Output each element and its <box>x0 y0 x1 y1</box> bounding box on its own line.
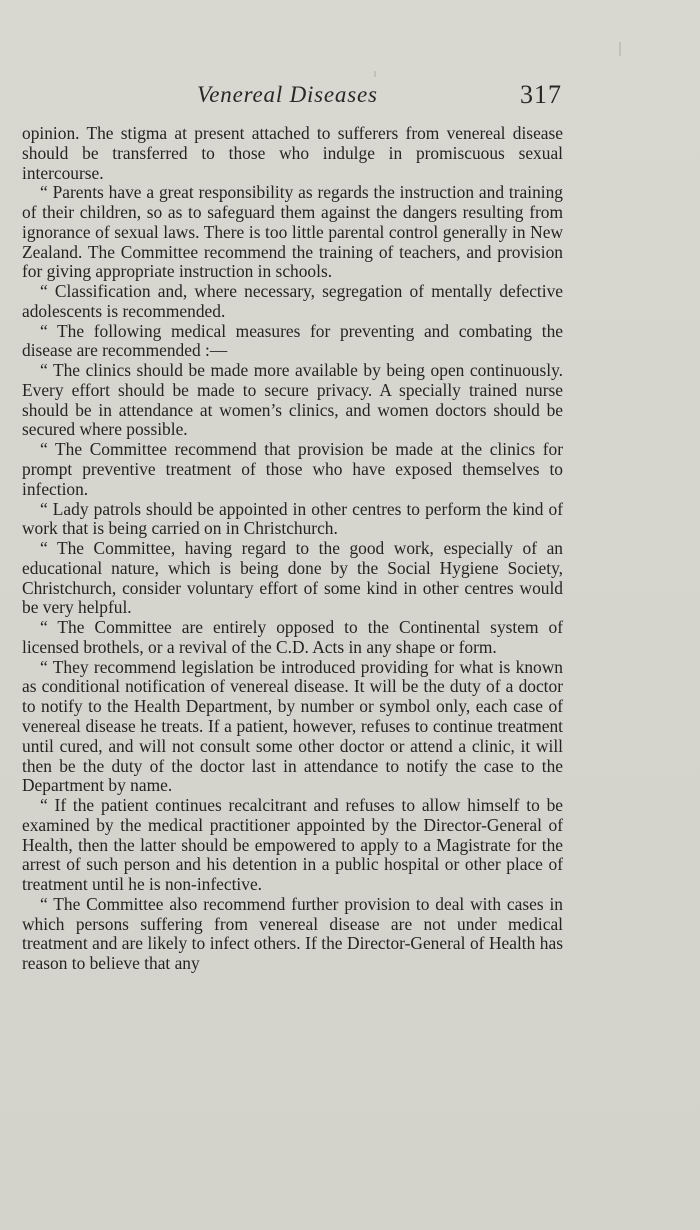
paragraph: “ If the patient continues recalcitrant and refuses to allow himself to be examined by the medical practitioner appointed by the Director-General of Health, then the latter should be empowered to apply to a Magistrate for the arrest of such person and his detention in a public hospital or other place of treatment until he is non-infective. <box>22 795 563 895</box>
paragraph: “ Classification and, where necessary, segregation of mentally defective adolescents is recommended. <box>22 281 563 321</box>
page-header <box>22 82 562 122</box>
paragraph: “ Lady patrols should be appointed in other centres to perform the kind of work that is being carried on in Christchurch. <box>22 498 563 539</box>
paragraph: “ The clinics should be made more available by being open continuously. Every effort should be made to secure privacy. A specially trained nurse should be in attendance at women’s clinics, and women doctors should be secured where possible. <box>22 360 563 440</box>
paragraph: opinion. The stigma at present attached to sufferers from venereal disease should be transferred to those who indulge in promiscuous sexual intercourse. <box>22 123 563 183</box>
paragraph: “ The Committee are entirely opposed to the Continental system of licensed brothels, or a revival of the C.D. Acts in any shape or form. <box>22 617 563 657</box>
paragraph: “ The Committee also recommend further provision to deal with cases in which persons suffering from venereal disease are not under medical treatment and are likely to infect others. If the Director-General of Health has reason to believe that any <box>22 893 563 974</box>
paper-speck <box>619 42 621 56</box>
page-number: 317 <box>520 80 562 109</box>
running-title: Venereal Diseases <box>197 82 378 107</box>
paragraph: “ The Committee recommend that provision be made at the clinics for prompt preventive treatment of those who have exposed themselves to infection. <box>22 439 563 499</box>
paragraph: “ The following medical measures for preventing and combating the disease are recommended :— <box>22 320 563 361</box>
paragraph: “ Parents have a great responsibility as regards the instruction and training of their children, so as to safeguard them against the dangers resulting from ignorance of sexual laws. There is too little parental control generally in New Zealand. The Committee recommend the training of teachers, and provision for giving appropriate instruction in schools. <box>22 182 563 282</box>
body-text <box>22 124 563 974</box>
paragraph: “ The Committee, having regard to the good work, especially of an educational nature, which is being done by the Social Hygiene Society, Christchurch, consider voluntary effort of some kind in other centres would be very helpful. <box>22 538 563 618</box>
paper-speck <box>374 71 376 77</box>
paragraph: “ They recommend legislation be introduced providing for what is known as conditional notification of venereal disease. It will be the duty of a doctor to notify to the Health Department, by number or symbol only, each case of venereal disease he treats. If a patient, however, refuses to continue treatment until cured, and will not consult some other doctor or attend a clinic, it will then be the duty of the doctor last in attendance to notify the case to the Department by name. <box>22 656 563 796</box>
